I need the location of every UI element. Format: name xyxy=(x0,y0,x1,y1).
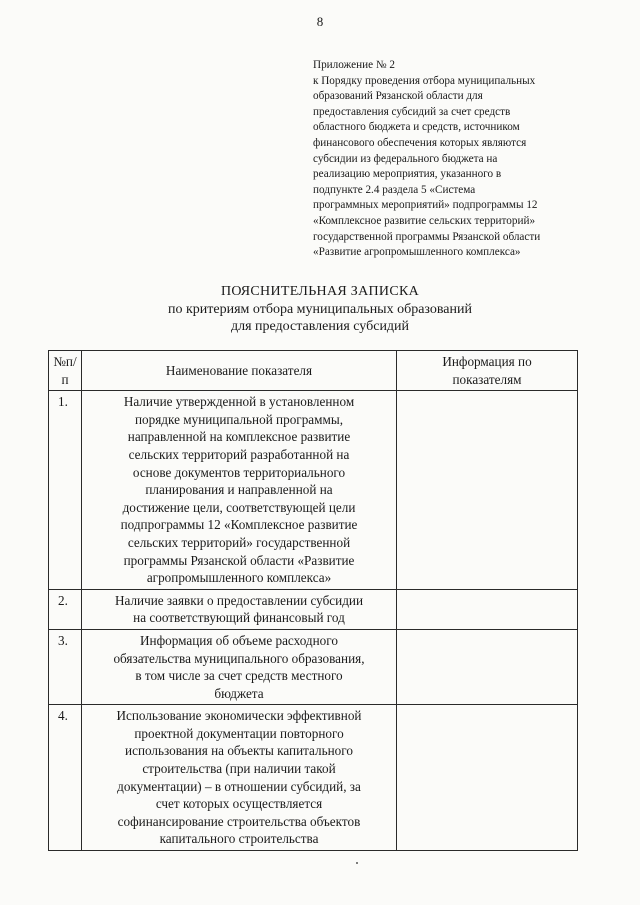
indicator-line: подпрограммы 12 «Комплексное развитие xyxy=(120,517,358,533)
appendix-line: областного бюджета и средств, источником xyxy=(313,121,520,134)
appendix-reference xyxy=(313,58,613,261)
header-number-line: №п/ xyxy=(53,354,77,369)
indicator-line: Использование экономически эффективной xyxy=(116,708,362,724)
indicator-line: сельских территорий» государственной xyxy=(127,534,351,550)
header-info-line: показателям xyxy=(452,371,522,387)
indicator-line: счет которых осуществляется xyxy=(155,796,323,812)
indicator-line: Информация об объеме расходного xyxy=(140,632,338,648)
indicator-line: в том числе за счет средств местного xyxy=(135,668,343,684)
indicator-line: достижение цели, соответствующей цели xyxy=(122,499,356,515)
row-indicator-name xyxy=(82,391,397,590)
appendix-line: программных мероприятий» подпрограммы 12 xyxy=(313,199,538,212)
appendix-line: финансового обеспечения которых являются xyxy=(313,136,527,149)
row-number: 4. xyxy=(49,705,82,851)
header-indicator-name xyxy=(82,351,397,391)
note-subtitle-line: по критериям отбора муниципальных образований xyxy=(167,301,472,317)
table-row xyxy=(49,705,578,851)
indicator-line: документации) – в отношении субсидий, за xyxy=(117,778,361,794)
row-number: 1. xyxy=(49,391,82,590)
explanatory-note-header xyxy=(0,283,640,336)
table-row xyxy=(49,589,578,629)
header-info-line: Информация по xyxy=(442,354,532,369)
row-info xyxy=(397,705,578,851)
note-subtitle-line: для предоставления субсидий xyxy=(230,319,410,334)
appendix-line: субсидии из федерального бюджета на xyxy=(313,152,498,165)
appendix-line: реализацию мероприятия, указанного в xyxy=(313,168,502,181)
appendix-line: к Порядку проведения отбора муниципальных xyxy=(313,74,536,87)
indicator-line: программы Рязанской области «Развитие xyxy=(123,552,355,568)
indicator-line: планирования и направленной на xyxy=(145,482,333,498)
appendix-line: подпункте 2.4 раздела 5 «Система xyxy=(313,183,476,196)
table-row xyxy=(49,391,578,590)
indicator-line: проектной документации повторного xyxy=(134,725,344,741)
row-number: 3. xyxy=(49,629,82,704)
indicator-line: Наличие утвержденной в установленном xyxy=(123,394,355,410)
scan-speck xyxy=(356,862,358,864)
appendix-line: «Развитие агропромышленного комплекса» xyxy=(313,246,521,259)
indicator-line: капитального строительства xyxy=(159,831,319,847)
indicator-line: направленной на комплексное развитие xyxy=(127,429,351,445)
indicator-line: основе документов территориального xyxy=(132,464,346,480)
appendix-line: «Комплексное развитие сельских территорий» xyxy=(313,214,536,227)
indicator-line: обязательства муниципального образования, xyxy=(113,650,365,666)
row-indicator-name xyxy=(82,629,397,704)
indicator-line: строительства (при наличии такой xyxy=(142,761,336,777)
header-number-line: п xyxy=(61,371,69,387)
indicator-line: бюджета xyxy=(214,685,264,701)
row-number: 2. xyxy=(49,589,82,629)
indicator-line: порядке муниципальной программы, xyxy=(135,411,343,427)
header-indicator-name-text: Наименование показателя xyxy=(165,362,313,378)
appendix-line: Приложение № 2 xyxy=(313,59,395,71)
row-info xyxy=(397,391,578,590)
header-indicator-info xyxy=(397,351,578,391)
indicator-line: использования на объекты капитального xyxy=(125,743,353,759)
indicator-line: софинансирование строительства объектов xyxy=(117,813,361,829)
row-indicator-name xyxy=(82,589,397,629)
page-number: 8 xyxy=(316,14,324,29)
table-header-row xyxy=(49,351,578,391)
table-row xyxy=(49,629,578,704)
appendix-line: государственной программы Рязанской области xyxy=(313,230,541,243)
indicator-line: Наличие заявки о предоставлении субсидии xyxy=(114,592,364,608)
row-indicator-name xyxy=(82,705,397,851)
criteria-table xyxy=(48,350,578,851)
appendix-line: предоставления субсидий за счет средств xyxy=(313,105,511,118)
row-info xyxy=(397,589,578,629)
row-info xyxy=(397,629,578,704)
indicator-line: сельских территорий разработанной на xyxy=(128,446,350,462)
note-title: ПОЯСНИТЕЛЬНАЯ ЗАПИСКА xyxy=(220,284,420,299)
indicator-line: агропромышленного комплекса» xyxy=(146,570,332,586)
indicator-line: на соответствующий финансовый год xyxy=(133,610,345,626)
appendix-line: образований Рязанской области для xyxy=(313,90,483,103)
header-number xyxy=(49,351,82,391)
